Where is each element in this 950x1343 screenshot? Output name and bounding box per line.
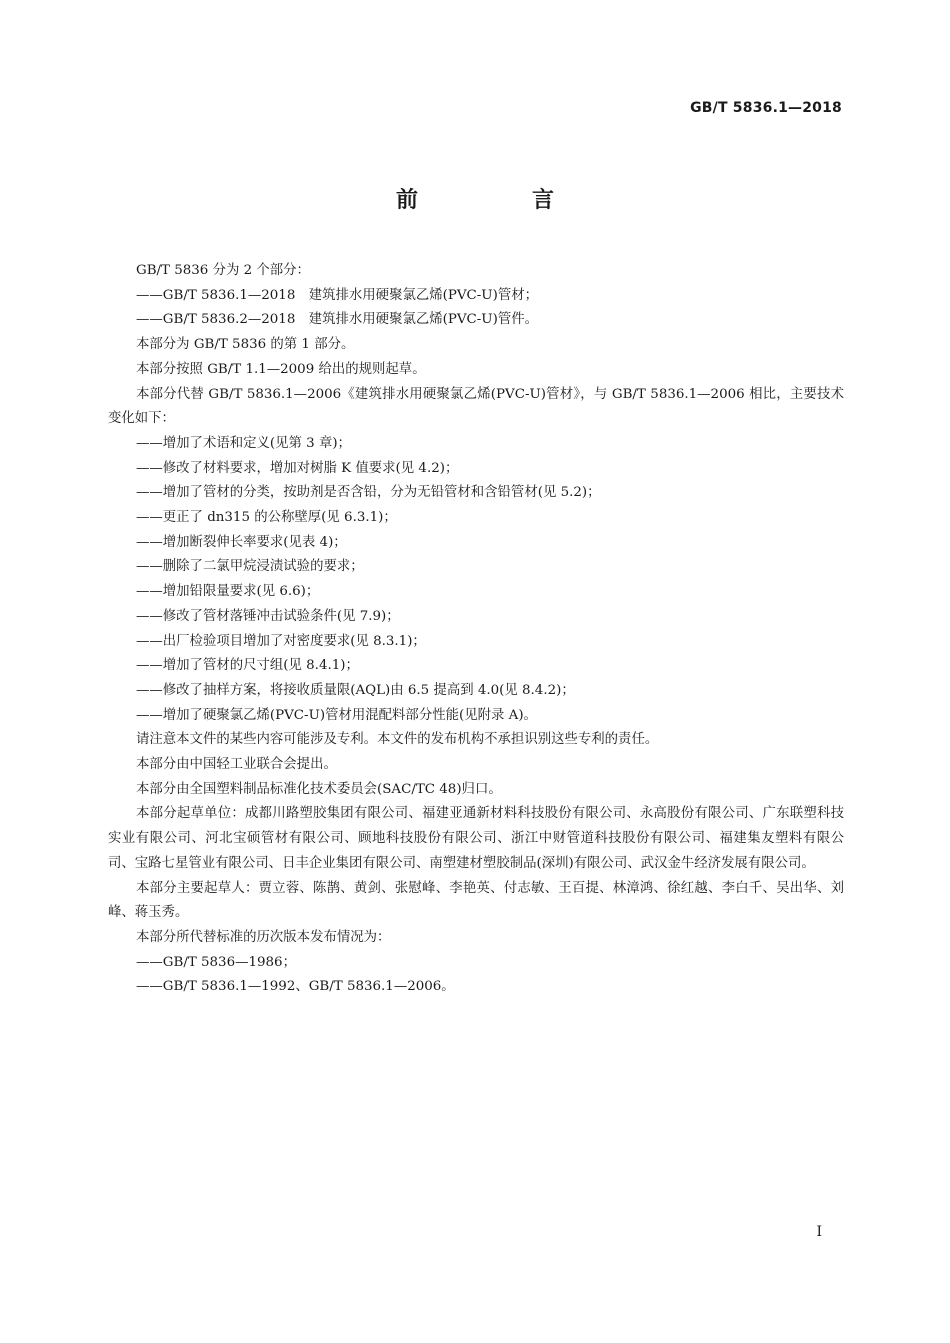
- paragraph: GB/T 5836 分为 2 个部分：: [136, 263, 310, 278]
- list-item: ——GB/T 5836.1—1992、GB/T 5836.1—2006。: [136, 979, 455, 995]
- list-item: ——增加了管材的分类，按助剂是否含铅，分为无铅管材和含铅管材(见 5.2)；: [136, 485, 601, 501]
- list-item: ——GB/T 5836—1986；: [136, 954, 296, 970]
- paragraph: 本部分起草单位：成都川路塑胶集团有限公司、福建亚通新材料科技股份有限公司、永高股份有限公司、广东联塑科技实业有限公司、河北宝硕管材有限公司、顾地科技股份有限公司、浙江中财管道科技股份有限公司、福建集友塑料有限公司、宝路七星管业有限公司、日丰企业集团有限公司、南塑建材塑胶制品(深圳)有限公司、武汉金牛经济发展有限公司。: [108, 806, 844, 871]
- page-title: 前 言: [395, 188, 600, 213]
- standard-code: GB/T 5836.1—2018: [690, 100, 842, 116]
- paragraph: 本部分所代替标准的历次版本发布情况为：: [136, 929, 391, 945]
- paragraph: 本部分代替 GB/T 5836.1—2006《建筑排水用硬聚氯乙烯(PVC-U)管材》，与 GB/T 5836.1—2006 相比，主要技术变化如下：: [108, 386, 844, 427]
- list-item: ——修改了抽样方案，将接收质量限(AQL)由 6.5 提高到 4.0(见 8.4.2)；: [136, 682, 575, 698]
- paragraph: 请注意本文件的某些内容可能涉及专利。本文件的发布机构不承担识别这些专利的责任。: [136, 732, 659, 748]
- list-item: ——增加了术语和定义(见第 3 章)；: [136, 435, 351, 451]
- list-item: ——GB/T 5836.1—2018 建筑排水用硬聚氯乙烯(PVC-U)管材；: [136, 287, 538, 303]
- paragraph: 本部分主要起草人：贾立蓉、陈鹊、黄剑、张慰峰、李艳英、付志敏、王百提、林漳鸿、徐红越、李白千、吴出华、刘峰、蒋玉秀。: [108, 880, 844, 921]
- page-number: I: [816, 1224, 822, 1240]
- list-item: ——增加铅限量要求(见 6.6)；: [136, 584, 320, 600]
- list-item: ——增加断裂伸长率要求(见表 4)；: [136, 534, 347, 550]
- paragraph: 本部分按照 GB/T 1.1—2009 给出的规则起草。: [136, 361, 426, 377]
- paragraph: 本部分为 GB/T 5836 的第 1 部分。: [136, 337, 355, 353]
- list-item: ——删除了二氯甲烷浸渍试验的要求；: [136, 559, 364, 575]
- list-item: ——修改了管材落锤冲击试验条件(见 7.9)；: [136, 608, 400, 624]
- paragraph: 本部分由中国轻工业联合会提出。: [136, 757, 337, 773]
- list-item: ——GB/T 5836.2—2018 建筑排水用硬聚氯乙烯(PVC-U)管件。: [136, 312, 538, 328]
- list-item: ——增加了管材的尺寸组(见 8.4.1)；: [136, 658, 359, 674]
- list-item: ——增加了硬聚氯乙烯(PVC-U)管材用混配料部分性能(见附录 A)。: [136, 707, 537, 723]
- list-item: ——出厂检验项目增加了对密度要求(见 8.3.1)；: [136, 633, 426, 649]
- list-item: ——修改了材料要求，增加对树脂 K 值要求(见 4.2)；: [136, 460, 459, 476]
- foreword-body: [108, 259, 844, 1000]
- list-item: ——更正了 dn315 的公称壁厚(见 6.3.1)；: [136, 510, 397, 526]
- paragraph: 本部分由全国塑料制品标准化技术委员会(SAC/TC 48)归口。: [136, 781, 502, 797]
